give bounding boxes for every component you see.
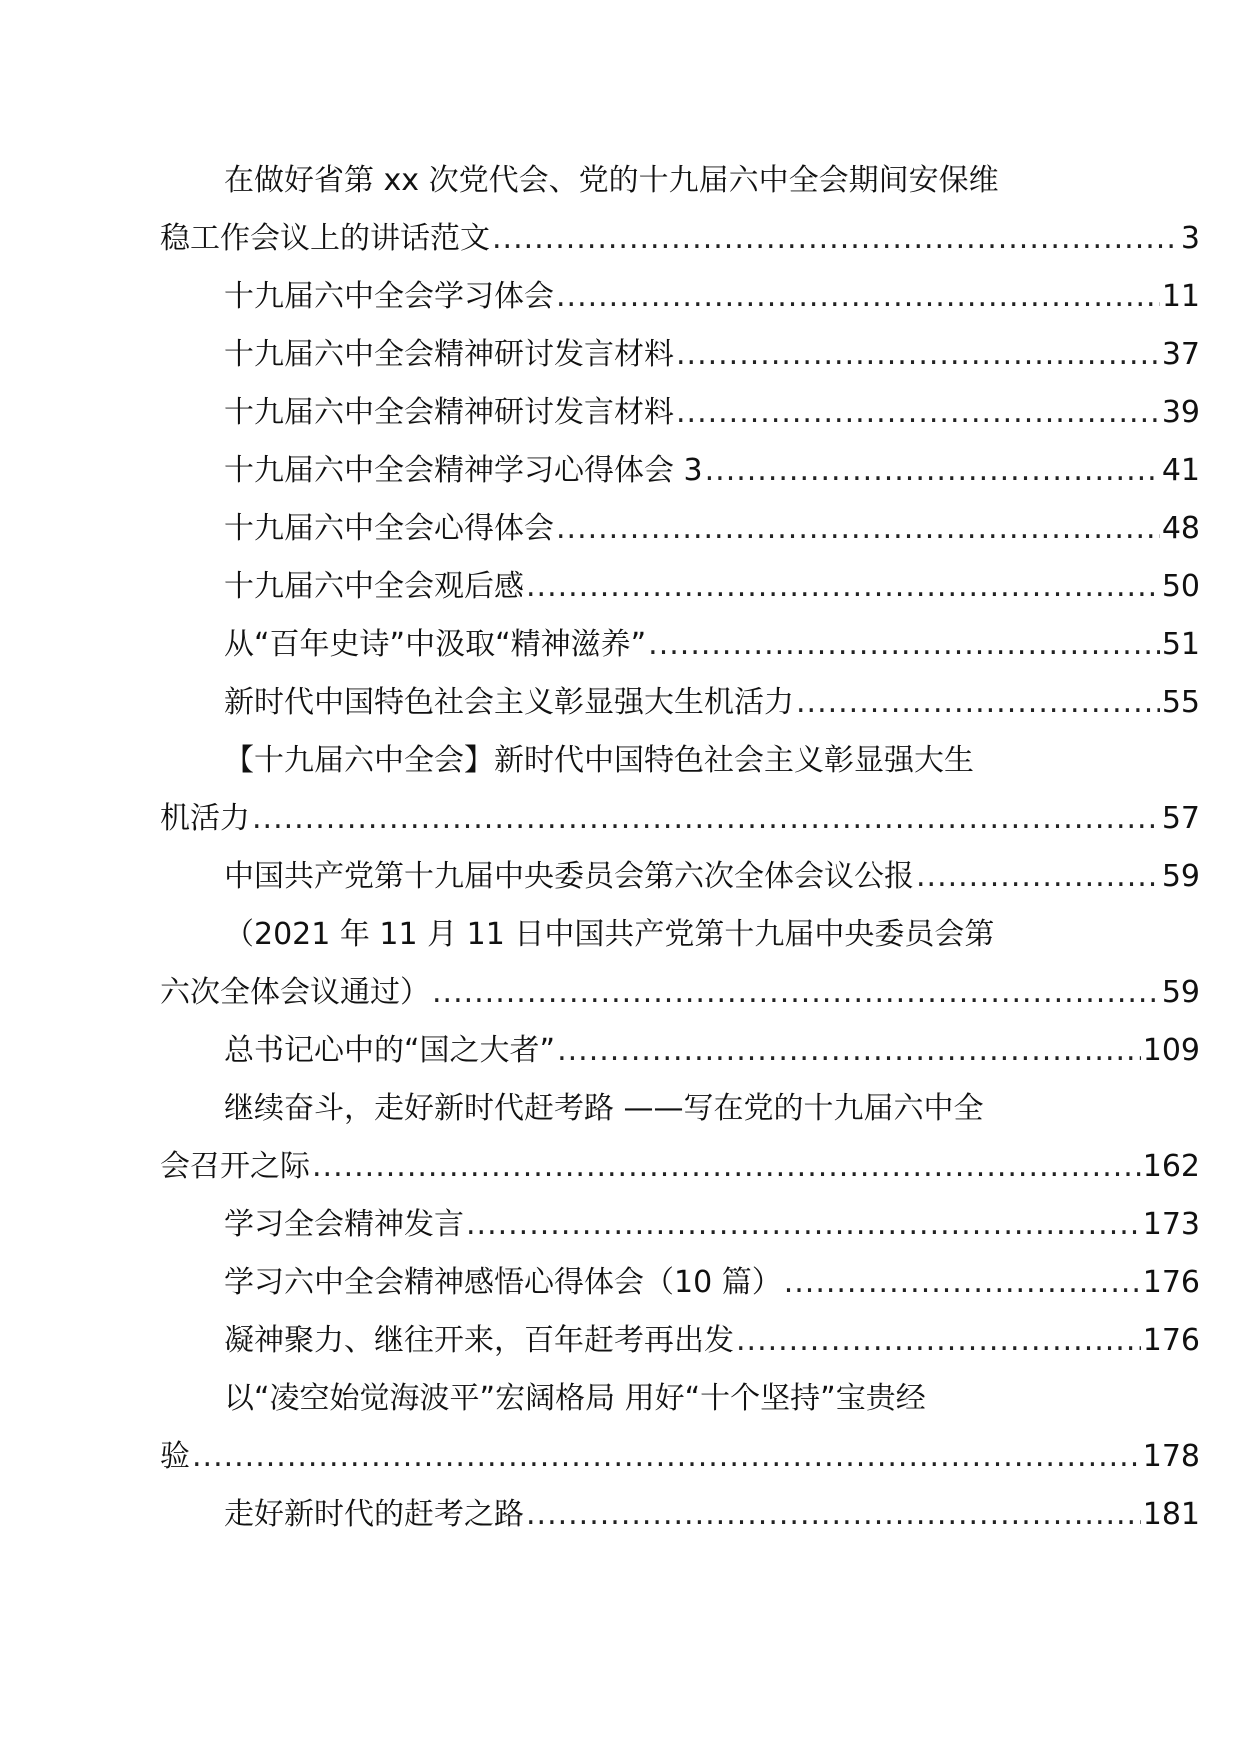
toc-page-number: 55 <box>1161 685 1200 720</box>
dot-leader <box>252 790 1160 848</box>
toc-entry[interactable] <box>160 1080 1200 1196</box>
toc-page-number: 39 <box>1161 395 1200 430</box>
toc-entry[interactable] <box>160 384 1200 442</box>
toc-entry-line2 <box>160 1428 1200 1486</box>
toc-page-number: 3 <box>1180 221 1200 256</box>
toc-entry-title: 中国共产党第十九届中央委员会第六次全体会议公报 <box>224 859 914 894</box>
toc-entry-title: 六次全体会议通过） <box>160 975 430 1010</box>
toc-page-number: 162 <box>1142 1149 1200 1184</box>
toc-entry-line2 <box>160 964 1200 1022</box>
toc-entry-title: 继续奋斗，走好新时代赶考路 ——写在党的十九届六中全 <box>224 1091 984 1126</box>
toc-entry-title: 十九届六中全会精神研讨发言材料 <box>224 395 674 430</box>
toc-entry-line1 <box>160 152 1200 210</box>
toc-entry-title: 从“百年史诗”中汲取“精神滋养” <box>224 627 647 662</box>
toc-entry-title: 【十九届六中全会】新时代中国特色社会主义彰显强大生 <box>224 743 974 778</box>
toc-entry-line1 <box>160 906 1200 964</box>
dot-leader <box>557 1022 1141 1080</box>
toc-entry-line1 <box>160 1080 1200 1138</box>
toc-page-number: 51 <box>1161 627 1200 662</box>
toc-entry[interactable] <box>160 326 1200 384</box>
toc-page-number: 11 <box>1161 279 1200 314</box>
toc-entry-line2 <box>160 210 1200 268</box>
toc-page-number: 178 <box>1142 1439 1200 1474</box>
toc-page-number: 41 <box>1161 453 1200 488</box>
dot-leader <box>312 1138 1141 1196</box>
toc-entry-title: 新时代中国特色社会主义彰显强大生机活力 <box>224 685 794 720</box>
dot-leader <box>916 848 1160 906</box>
toc-entry[interactable] <box>160 1022 1200 1080</box>
toc-entry-title: 十九届六中全会精神学习心得体会 3 <box>224 453 703 488</box>
toc-entry-title: 会召开之际 <box>160 1149 310 1184</box>
dot-leader <box>676 326 1160 384</box>
toc-entry[interactable] <box>160 674 1200 732</box>
toc-page-number: 50 <box>1161 569 1200 604</box>
toc-entry-title: （2021 年 11 月 11 日中国共产党第十九届中央委员会第 <box>224 917 995 952</box>
toc-entry-line1 <box>160 732 1200 790</box>
toc-entry-line1 <box>160 1370 1200 1428</box>
toc-page-number: 48 <box>1161 511 1200 546</box>
dot-leader <box>736 1312 1141 1370</box>
dot-leader <box>432 964 1160 1022</box>
toc-entry[interactable] <box>160 1370 1200 1486</box>
toc-page-number: 181 <box>1142 1497 1200 1532</box>
toc-entry-title: 学习全会精神发言 <box>224 1207 464 1242</box>
toc-entry-title: 十九届六中全会精神研讨发言材料 <box>224 337 674 372</box>
dot-leader <box>676 384 1160 442</box>
toc-entry-title: 学习六中全会精神感悟心得体会（10 篇） <box>224 1265 782 1300</box>
toc-entry[interactable] <box>160 616 1200 674</box>
dot-leader <box>556 268 1160 326</box>
toc-page-number: 59 <box>1161 859 1200 894</box>
dot-leader <box>526 1486 1141 1544</box>
toc-entry[interactable] <box>160 1196 1200 1254</box>
toc-entry[interactable] <box>160 442 1200 500</box>
toc-page-number: 176 <box>1142 1265 1200 1300</box>
toc-page-number: 57 <box>1161 801 1200 836</box>
dot-leader <box>192 1428 1141 1486</box>
toc-entry-line2 <box>160 790 1200 848</box>
toc-entry[interactable] <box>160 1486 1200 1544</box>
dot-leader <box>705 442 1160 500</box>
toc-entry-title: 在做好省第 xx 次党代会、党的十九届六中全会期间安保维 <box>224 163 999 198</box>
toc-entry[interactable] <box>160 500 1200 558</box>
toc-entry-title: 机活力 <box>160 801 250 836</box>
toc-entry[interactable] <box>160 152 1200 268</box>
toc-entry[interactable] <box>160 906 1200 1022</box>
toc-entry[interactable] <box>160 1254 1200 1312</box>
toc-entry-title: 以“凌空始觉海波平”宏阔格局 用好“十个坚持”宝贵经 <box>224 1381 926 1416</box>
toc-entry-title: 凝神聚力、继往开来，百年赶考再出发 <box>224 1323 734 1358</box>
toc-page-number: 109 <box>1142 1033 1200 1068</box>
toc-page-number: 59 <box>1161 975 1200 1010</box>
dot-leader <box>492 210 1179 268</box>
toc-entry-title: 十九届六中全会心得体会 <box>224 511 554 546</box>
toc-entry-title: 总书记心中的“国之大者” <box>224 1033 556 1068</box>
toc-entry[interactable] <box>160 732 1200 848</box>
dot-leader <box>796 674 1160 732</box>
dot-leader <box>466 1196 1141 1254</box>
toc-page-number: 173 <box>1142 1207 1200 1242</box>
toc-entry-title: 十九届六中全会学习体会 <box>224 279 554 314</box>
table-of-contents <box>160 152 1200 1544</box>
toc-entry-title: 十九届六中全会观后感 <box>224 569 524 604</box>
toc-entry-title: 验 <box>160 1439 190 1474</box>
dot-leader <box>784 1254 1141 1312</box>
toc-entry[interactable] <box>160 558 1200 616</box>
toc-entry-title: 走好新时代的赶考之路 <box>224 1497 524 1532</box>
toc-entry[interactable] <box>160 1312 1200 1370</box>
toc-entry[interactable] <box>160 848 1200 906</box>
toc-entry[interactable] <box>160 268 1200 326</box>
dot-leader <box>526 558 1160 616</box>
toc-entry-line2 <box>160 1138 1200 1196</box>
toc-page-number: 176 <box>1142 1323 1200 1358</box>
toc-entry-title: 稳工作会议上的讲话范文 <box>160 221 490 256</box>
dot-leader <box>556 500 1160 558</box>
dot-leader <box>648 616 1160 674</box>
toc-page-number: 37 <box>1161 337 1200 372</box>
